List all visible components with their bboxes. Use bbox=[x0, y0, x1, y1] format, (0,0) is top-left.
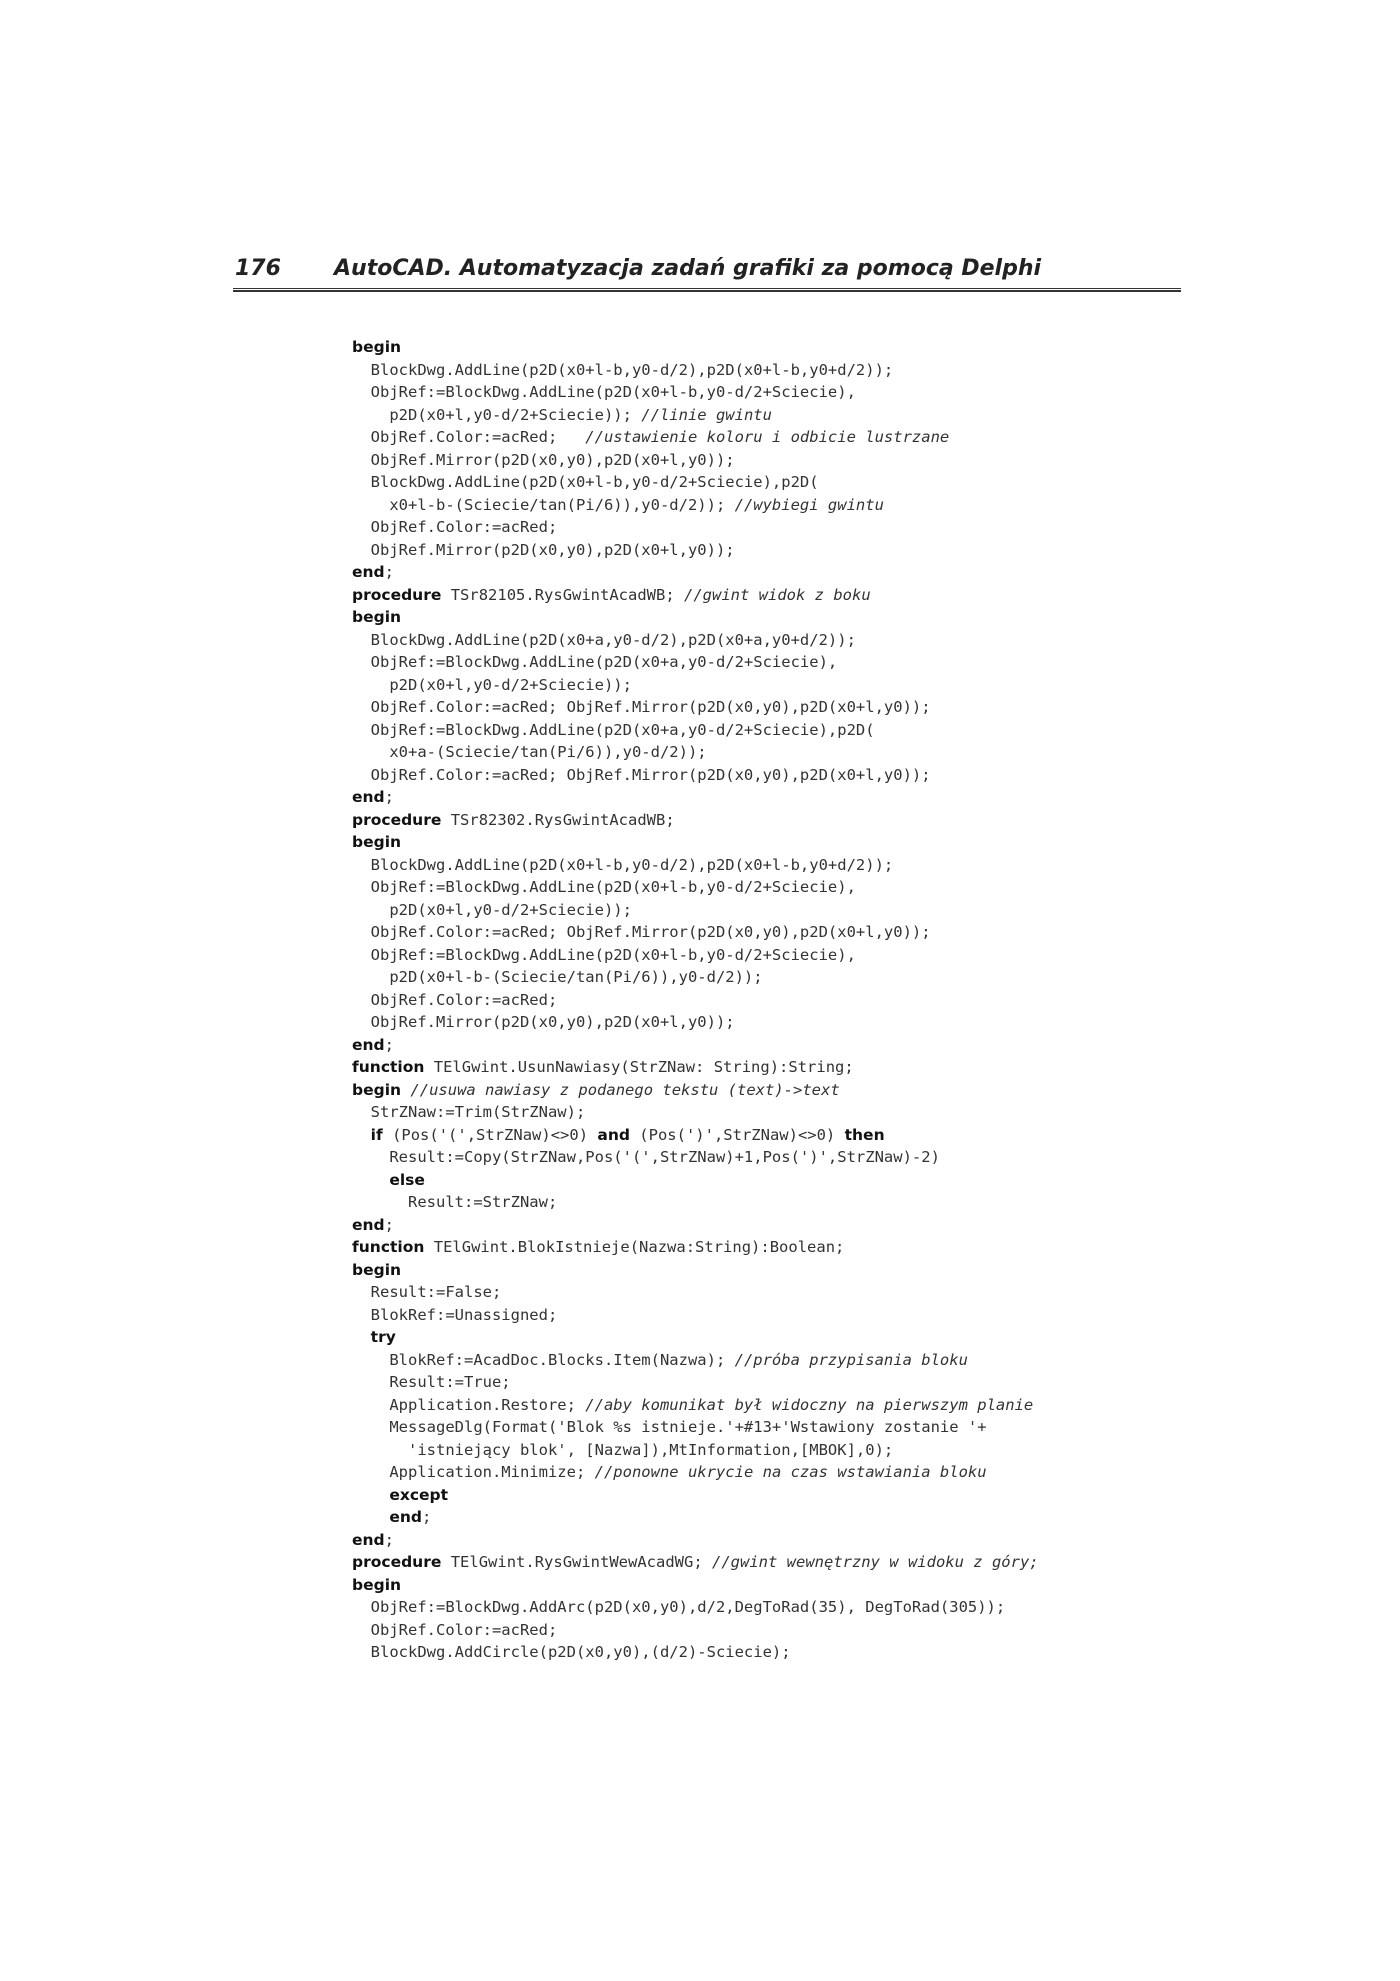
code-line bbox=[352, 516, 1112, 539]
code-line bbox=[352, 876, 1112, 899]
code-line bbox=[352, 1259, 1112, 1282]
code-keyword: begin bbox=[352, 833, 402, 851]
page-header bbox=[233, 252, 1181, 292]
code-line bbox=[352, 1236, 1112, 1259]
code-text: ObjRef:=BlockDwg.AddLine(p2D(x0+l-b,y0-d/2+Sciecie), bbox=[352, 878, 856, 896]
code-line bbox=[352, 809, 1112, 832]
code-text: 'istniejący blok', [Nazwa]),MtInformation,[MBOK],0); bbox=[352, 1440, 894, 1459]
code-text bbox=[352, 1171, 389, 1189]
code-keyword: else bbox=[389, 1170, 425, 1189]
code-keyword: end bbox=[389, 1508, 422, 1526]
code-text: ObjRef.Color:=acRed; bbox=[352, 518, 558, 536]
code-line bbox=[352, 831, 1112, 854]
code-text: x0+a-(Sciecie/tan(Pi/6)),y0-d/2)); bbox=[352, 743, 707, 761]
code-text: BlockDwg.AddLine(p2D(x0+l-b,y0-d/2+Sciecie),p2D( bbox=[352, 473, 819, 491]
code-line bbox=[352, 1056, 1112, 1079]
code-text bbox=[352, 1486, 389, 1504]
code-text: TElGwint.UsunNawiasy(StrZNaw: String):String; bbox=[424, 1058, 854, 1076]
code-line bbox=[352, 651, 1112, 674]
code-line bbox=[352, 359, 1112, 382]
code-text: TElGwint.RysGwintWewAcadWG; bbox=[441, 1553, 712, 1571]
code-text: x0+l-b-(Sciecie/tan(Pi/6)),y0-d/2)); bbox=[352, 495, 735, 514]
code-text bbox=[352, 1508, 389, 1526]
code-text: (Pos(')',StrZNaw)<>0) bbox=[629, 1125, 845, 1144]
code-line bbox=[352, 426, 1112, 449]
code-text: ObjRef.Color:=acRed; bbox=[352, 428, 586, 446]
code-text: ObjRef.Mirror(p2D(x0,y0),p2D(x0+l,y0)); bbox=[352, 450, 735, 469]
code-keyword: if bbox=[370, 1125, 383, 1144]
code-text: ObjRef.Color:=acRed; bbox=[352, 1620, 558, 1639]
code-keyword: procedure bbox=[352, 585, 442, 604]
code-text: ObjRef:=BlockDwg.AddArc(p2D(x0,y0),d/2,DegToRad(35), DegToRad(305)); bbox=[352, 1598, 1006, 1616]
code-keyword: end bbox=[352, 1035, 385, 1054]
code-text: Result:=Copy(StrZNaw,Pos('(',StrZNaw)+1,Pos(')',StrZNaw)-2) bbox=[352, 1148, 940, 1166]
code-text: p2D(x0+l-b-(Sciecie/tan(Pi/6)),y0-d/2)); bbox=[352, 968, 763, 986]
code-text: p2D(x0+l,y0-d/2+Sciecie)); bbox=[352, 405, 642, 424]
code-line bbox=[352, 336, 1112, 359]
header-rule bbox=[233, 288, 1181, 292]
code-line bbox=[352, 1371, 1112, 1394]
code-line bbox=[352, 1349, 1112, 1372]
code-text: ObjRef:=BlockDwg.AddLine(p2D(x0+a,y0-d/2+Sciecie),p2D( bbox=[352, 720, 875, 739]
code-line bbox=[352, 561, 1112, 584]
code-text: ; bbox=[384, 1530, 394, 1549]
code-keyword: function bbox=[352, 1058, 425, 1076]
code-comment: //próba przypisania bloku bbox=[734, 1350, 968, 1369]
code-text: ObjRef:=BlockDwg.AddLine(p2D(x0+l-b,y0-d/2+Sciecie), bbox=[352, 945, 856, 964]
code-comment: //ponowne ukrycie na czas wstawiania bloku bbox=[594, 1463, 987, 1481]
code-line bbox=[352, 584, 1112, 607]
code-line bbox=[352, 921, 1112, 944]
code-line bbox=[352, 1326, 1112, 1349]
code-line bbox=[352, 1034, 1112, 1057]
code-line bbox=[352, 606, 1112, 629]
code-line bbox=[352, 966, 1112, 989]
code-text: StrZNaw:=Trim(StrZNaw); bbox=[352, 1103, 586, 1121]
code-keyword: begin bbox=[352, 608, 402, 626]
code-line bbox=[352, 944, 1112, 967]
code-line bbox=[352, 1484, 1112, 1507]
code-text bbox=[401, 1081, 410, 1099]
code-line bbox=[352, 1304, 1112, 1327]
code-keyword: end bbox=[352, 788, 385, 806]
code-line bbox=[352, 1619, 1112, 1642]
code-keyword: end bbox=[352, 563, 385, 581]
code-line bbox=[352, 1011, 1112, 1034]
code-text bbox=[352, 1328, 371, 1346]
code-keyword: and bbox=[597, 1125, 630, 1144]
code-line bbox=[352, 1529, 1112, 1552]
code-line bbox=[352, 1416, 1112, 1439]
code-text: Application.Restore; bbox=[352, 1395, 586, 1414]
code-comment: //gwint widok z boku bbox=[684, 585, 871, 604]
code-line bbox=[352, 696, 1112, 719]
code-line bbox=[352, 786, 1112, 809]
code-line bbox=[352, 1506, 1112, 1529]
code-line bbox=[352, 1169, 1112, 1192]
code-text: p2D(x0+l,y0-d/2+Sciecie)); bbox=[352, 675, 632, 694]
code-keyword: begin bbox=[352, 338, 402, 356]
code-line bbox=[352, 494, 1112, 517]
code-keyword: begin bbox=[352, 1260, 402, 1279]
code-line bbox=[352, 1281, 1112, 1304]
code-text: ; bbox=[384, 1215, 394, 1234]
code-line bbox=[352, 1461, 1112, 1484]
code-keyword: then bbox=[844, 1125, 885, 1144]
code-text: ; bbox=[421, 1508, 432, 1526]
code-line bbox=[352, 1641, 1112, 1664]
book-title: AutoCAD. Automatyzacja zadań grafiki za pomocą Delphi bbox=[334, 256, 1042, 281]
code-line bbox=[352, 404, 1112, 427]
code-line bbox=[352, 741, 1112, 764]
code-text: TElGwint.BlokIstnieje(Nazwa:String):Boolean; bbox=[424, 1238, 845, 1256]
code-line bbox=[352, 719, 1112, 742]
code-text: BlokRef:=AcadDoc.Blocks.Item(Nazwa); bbox=[352, 1350, 735, 1369]
code-line bbox=[352, 1214, 1112, 1237]
code-text: ObjRef:=BlockDwg.AddLine(p2D(x0+a,y0-d/2+Sciecie), bbox=[352, 653, 838, 671]
code-line bbox=[352, 764, 1112, 787]
code-line bbox=[352, 381, 1112, 404]
code-text: p2D(x0+l,y0-d/2+Sciecie)); bbox=[352, 900, 632, 919]
code-listing bbox=[352, 336, 1112, 1664]
code-text: ObjRef.Color:=acRed; ObjRef.Mirror(p2D(x0,y0),p2D(x0+l,y0)); bbox=[352, 923, 931, 941]
code-keyword: try bbox=[370, 1328, 396, 1346]
code-text: ObjRef.Color:=acRed; ObjRef.Mirror(p2D(x0,y0),p2D(x0+l,y0)); bbox=[352, 765, 931, 784]
code-text: BlockDwg.AddLine(p2D(x0+a,y0-d/2),p2D(x0+a,y0+d/2)); bbox=[352, 630, 856, 649]
code-text: ObjRef.Color:=acRed; bbox=[352, 990, 558, 1009]
code-keyword: procedure bbox=[352, 810, 442, 829]
code-text bbox=[352, 1126, 371, 1144]
code-text: TSr82105.RysGwintAcadWB; bbox=[441, 585, 685, 604]
code-line bbox=[352, 449, 1112, 472]
code-line bbox=[352, 854, 1112, 877]
code-line bbox=[352, 899, 1112, 922]
code-text: ObjRef.Mirror(p2D(x0,y0),p2D(x0+l,y0)); bbox=[352, 540, 735, 559]
code-text: Result:=False; bbox=[352, 1283, 502, 1301]
code-text: ; bbox=[384, 1035, 394, 1054]
code-text: ObjRef:=BlockDwg.AddLine(p2D(x0+l-b,y0-d/2+Sciecie), bbox=[352, 383, 856, 401]
code-comment: //ustawienie koloru i odbicie lustrzane bbox=[585, 428, 950, 446]
code-line bbox=[352, 539, 1112, 562]
code-line bbox=[352, 1101, 1112, 1124]
code-comment: //wybiegi gwintu bbox=[734, 495, 884, 514]
code-text: BlockDwg.AddCircle(p2D(x0,y0),(d/2)-Sciecie); bbox=[352, 1643, 791, 1661]
code-text: Application.Minimize; bbox=[352, 1463, 595, 1481]
code-text: (Pos('(',StrZNaw)<>0) bbox=[382, 1125, 598, 1144]
code-text: TSr82302.RysGwintAcadWB; bbox=[441, 810, 675, 829]
code-line bbox=[352, 629, 1112, 652]
code-line bbox=[352, 1596, 1112, 1619]
code-comment: //aby komunikat był widoczny na pierwszym planie bbox=[585, 1395, 1034, 1414]
code-keyword: end bbox=[352, 1215, 385, 1234]
code-keyword: function bbox=[352, 1238, 425, 1256]
code-keyword: end bbox=[352, 1530, 385, 1549]
code-text: ObjRef.Color:=acRed; ObjRef.Mirror(p2D(x0,y0),p2D(x0+l,y0)); bbox=[352, 698, 931, 716]
code-line bbox=[352, 1191, 1112, 1214]
code-line bbox=[352, 1574, 1112, 1597]
code-text: Result:=StrZNaw; bbox=[352, 1193, 558, 1211]
code-text: ObjRef.Mirror(p2D(x0,y0),p2D(x0+l,y0)); bbox=[352, 1013, 735, 1031]
code-line bbox=[352, 1124, 1112, 1147]
code-line bbox=[352, 674, 1112, 697]
code-line bbox=[352, 1551, 1112, 1574]
code-line bbox=[352, 471, 1112, 494]
code-text: BlokRef:=Unassigned; bbox=[352, 1305, 558, 1324]
code-text: BlockDwg.AddLine(p2D(x0+l-b,y0-d/2),p2D(x0+l-b,y0+d/2)); bbox=[352, 855, 894, 874]
code-line bbox=[352, 1146, 1112, 1169]
code-text: BlockDwg.AddLine(p2D(x0+l-b,y0-d/2),p2D(x0+l-b,y0+d/2)); bbox=[352, 360, 894, 379]
code-comment: //usuwa nawiasy z podanego tekstu (text)->text bbox=[410, 1080, 840, 1099]
code-keyword: procedure bbox=[352, 1553, 442, 1571]
code-line bbox=[352, 1439, 1112, 1462]
code-line bbox=[352, 1079, 1112, 1102]
code-text: MessageDlg(Format('Blok %s istnieje.'+#13+'Wstawiony zostanie '+ bbox=[352, 1418, 987, 1436]
code-line bbox=[352, 989, 1112, 1012]
code-comment: //linie gwintu bbox=[641, 405, 772, 424]
code-keyword: begin bbox=[352, 1080, 402, 1099]
code-text: ; bbox=[384, 788, 394, 806]
code-text: ; bbox=[384, 563, 394, 581]
code-keyword: except bbox=[389, 1485, 449, 1504]
code-text: Result:=True; bbox=[352, 1373, 511, 1391]
page-number: 176 bbox=[235, 256, 281, 281]
code-line bbox=[352, 1394, 1112, 1417]
code-comment: //gwint wewnętrzny w widoku z góry; bbox=[712, 1553, 1039, 1571]
code-keyword: begin bbox=[352, 1575, 402, 1594]
